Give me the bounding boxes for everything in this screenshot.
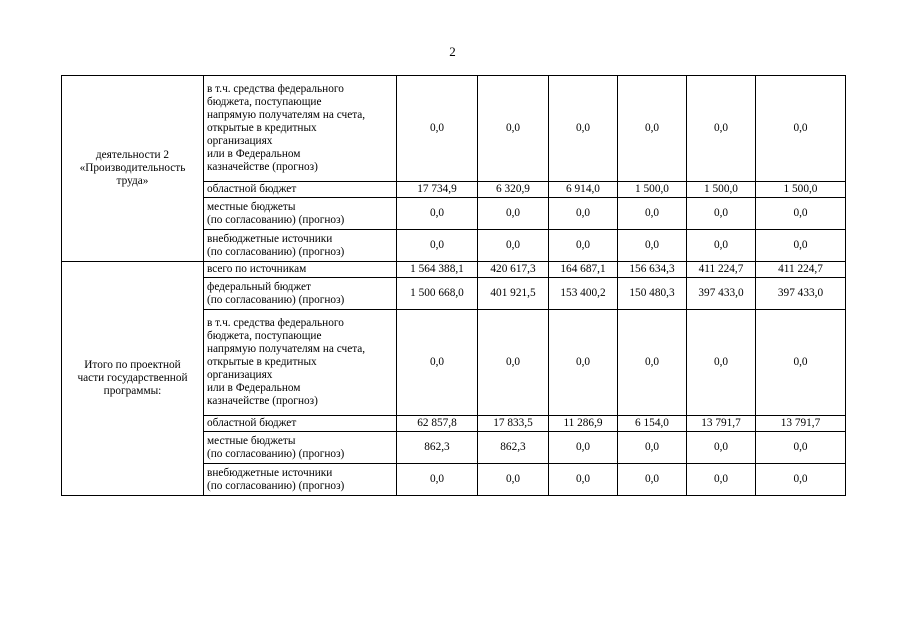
value-cell: 164 687,1: [549, 262, 618, 278]
row-label: областной бюджет: [204, 416, 397, 432]
row-label: внебюджетные источники (по согласованию) (прогноз): [204, 230, 397, 262]
value-cell: 1 500,0: [756, 182, 846, 198]
value-cell: 0,0: [397, 76, 478, 182]
value-cell: 0,0: [549, 432, 618, 464]
value-cell: 0,0: [618, 230, 687, 262]
value-cell: 0,0: [756, 76, 846, 182]
value-cell: 0,0: [687, 432, 756, 464]
row-label: областной бюджет: [204, 182, 397, 198]
value-cell: 397 433,0: [687, 278, 756, 310]
value-cell: 401 921,5: [478, 278, 549, 310]
value-cell: 6 154,0: [618, 416, 687, 432]
value-cell: 0,0: [618, 310, 687, 416]
value-cell: 0,0: [549, 464, 618, 496]
value-cell: 411 224,7: [756, 262, 846, 278]
row-label: федеральный бюджет (по согласованию) (прогноз): [204, 278, 397, 310]
value-cell: 411 224,7: [687, 262, 756, 278]
value-cell: 11 286,9: [549, 416, 618, 432]
value-cell: 0,0: [549, 310, 618, 416]
value-cell: 1 564 388,1: [397, 262, 478, 278]
value-cell: 0,0: [478, 198, 549, 230]
row-label: внебюджетные источники (по согласованию) (прогноз): [204, 464, 397, 496]
row-label: в т.ч. средства федерального бюджета, поступающие напрямую получателям на счета, открытые в кредитных организациях или в Федеральном казначействе (прогноз): [204, 310, 397, 416]
value-cell: 0,0: [618, 432, 687, 464]
value-cell: 0,0: [756, 432, 846, 464]
value-cell: 13 791,7: [756, 416, 846, 432]
value-cell: 13 791,7: [687, 416, 756, 432]
value-cell: 0,0: [618, 464, 687, 496]
value-cell: 0,0: [756, 198, 846, 230]
value-cell: 0,0: [618, 198, 687, 230]
budget-table: [61, 75, 846, 496]
row-label: местные бюджеты (по согласованию) (прогноз): [204, 198, 397, 230]
value-cell: 0,0: [618, 76, 687, 182]
value-cell: 0,0: [478, 310, 549, 416]
value-cell: 1 500 668,0: [397, 278, 478, 310]
value-cell: 0,0: [397, 230, 478, 262]
row-label: в т.ч. средства федерального бюджета, поступающие напрямую получателям на счета, открытые в кредитных организациях или в Федеральном казначействе (прогноз): [204, 76, 397, 182]
row-label: всего по источникам: [204, 262, 397, 278]
value-cell: 156 634,3: [618, 262, 687, 278]
value-cell: 397 433,0: [756, 278, 846, 310]
group-label: деятельности 2 «Производительность труда»: [62, 76, 204, 262]
value-cell: 0,0: [687, 198, 756, 230]
table-row: [62, 262, 846, 278]
value-cell: 0,0: [687, 76, 756, 182]
value-cell: 0,0: [687, 230, 756, 262]
value-cell: 0,0: [549, 230, 618, 262]
value-cell: 17 734,9: [397, 182, 478, 198]
value-cell: 0,0: [397, 464, 478, 496]
value-cell: 1 500,0: [618, 182, 687, 198]
value-cell: 862,3: [397, 432, 478, 464]
value-cell: 0,0: [756, 310, 846, 416]
value-cell: 0,0: [397, 310, 478, 416]
group-label: Итого по проектной части государственной программы:: [62, 262, 204, 496]
value-cell: 0,0: [756, 230, 846, 262]
value-cell: 0,0: [687, 310, 756, 416]
value-cell: 6 914,0: [549, 182, 618, 198]
value-cell: 0,0: [756, 464, 846, 496]
value-cell: 62 857,8: [397, 416, 478, 432]
value-cell: 1 500,0: [687, 182, 756, 198]
value-cell: 6 320,9: [478, 182, 549, 198]
row-label: местные бюджеты (по согласованию) (прогноз): [204, 432, 397, 464]
value-cell: 0,0: [478, 76, 549, 182]
value-cell: 0,0: [478, 230, 549, 262]
value-cell: 0,0: [549, 198, 618, 230]
value-cell: 0,0: [549, 76, 618, 182]
value-cell: 420 617,3: [478, 262, 549, 278]
table-row: [62, 76, 846, 182]
value-cell: 0,0: [478, 464, 549, 496]
value-cell: 150 480,3: [618, 278, 687, 310]
value-cell: 862,3: [478, 432, 549, 464]
value-cell: 0,0: [397, 198, 478, 230]
page-number: 2: [449, 44, 456, 59]
value-cell: 0,0: [687, 464, 756, 496]
value-cell: 153 400,2: [549, 278, 618, 310]
value-cell: 17 833,5: [478, 416, 549, 432]
